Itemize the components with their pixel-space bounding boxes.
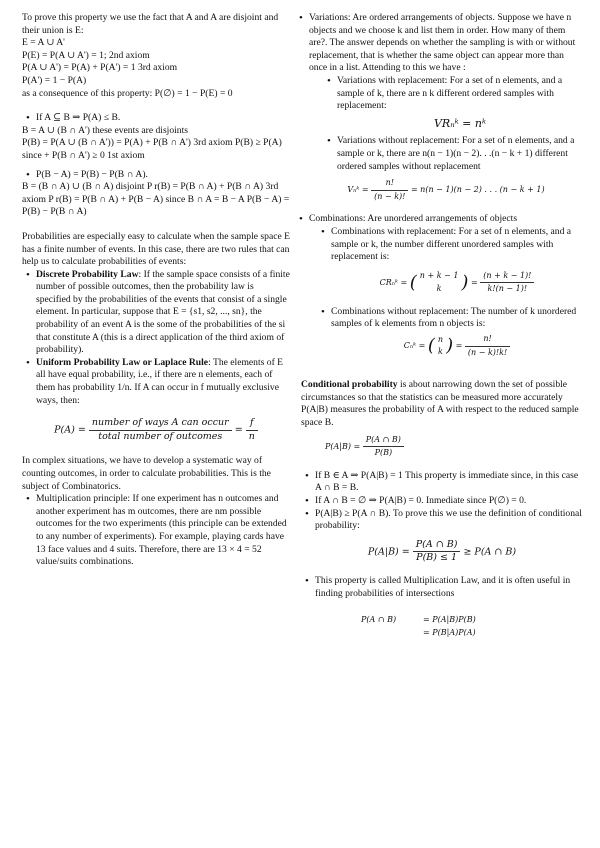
list-item: • If A ∩ B = ∅ ⇒ P(A|B) = 0. Inmediate since P(∅) = 0. — [315, 495, 583, 508]
denominator: (n − k)! — [374, 191, 406, 201]
formula-lhs: P(A|B) = — [325, 441, 361, 451]
list-item — [309, 213, 583, 359]
binomial-top: n + k − 1 — [419, 271, 459, 281]
variations-text: Variations: Are ordered arrangements of objects. Suppose we have n objects and we choose k and list them in order. How many of them are?. The answer depends on whether the sampling is with or without replacement, that is whether the same object can appear more than once in a list. Attending to this we have : — [309, 12, 576, 74]
intro-line: P(E) = P(A ∪ A') = 1; 2nd axiom — [22, 49, 150, 61]
laplace-formula: P(A) = $\frac{\text{number of ways A can occur}}{\text{total number of outcomes}}$ = $\frac{f}{n}$ — [22, 417, 290, 443]
fraction — [89, 417, 232, 443]
combinations-sublist — [309, 226, 583, 359]
fraction — [363, 434, 404, 460]
principle-list — [22, 493, 290, 569]
proof-line: P(B) = P(A ∪ (B ∩ A')) = P(A) + P(B ∩ A') 3rd axiom P(B) ≥ P(A) since + P(B ∩ A') ≥ 0 1st axiom — [22, 137, 282, 161]
rules-list — [22, 269, 290, 408]
formula-rhs: = P(A|B)P(B) — [423, 615, 476, 625]
formula-lhs: Vₙᵏ = — [347, 185, 369, 195]
numerator: number of ways A can occur — [89, 417, 232, 431]
list-item: • If A ⊆ B ⇒ P(A) ≤ B. — [36, 112, 290, 125]
term-text: : The elements of E all have equal probability, i.e., if there are n elements, each of them has probability 1/n. If A can occur in f mutually exclusive ways, then: — [36, 356, 284, 406]
term-bold: Discrete Probability Law — [36, 268, 139, 280]
binomial — [435, 334, 446, 359]
numerator: f — [246, 417, 258, 431]
binomial-bottom: k — [438, 347, 443, 357]
term-bold: Conditional probability — [301, 379, 398, 391]
intro-line: P(A ∪ A') = P(A) + P(A') = 1 3rd axiom — [22, 62, 178, 74]
intro-line: P(A') = 1 − P(A) — [22, 74, 87, 86]
intro-line: as a consequence of this property: P(∅) = 1 − P(E) = 0 — [22, 87, 233, 99]
fraction — [465, 333, 510, 359]
formula-lhs: P(A|B) = — [367, 546, 410, 558]
fraction — [413, 539, 461, 565]
property-list — [22, 112, 290, 125]
denominator: P(B) ≤ 1 — [416, 552, 458, 564]
intro-line: E = A ∪ A' — [22, 37, 65, 49]
formula-lhs: CRₙᵏ = — [379, 277, 408, 287]
arrangements-list — [301, 12, 583, 359]
proof-line: B = A ∪ (B ∩ A') these events are disjoints — [22, 124, 188, 136]
formula-rhs: = P(B|A)P(A) — [423, 627, 476, 637]
combinations-text: Combinations: Are unordered arrangements of objects — [309, 213, 518, 225]
comb-with-formula: CRₙᵏ = ( n + k − 1 k ) = $\frac{(n + k - 1)!}{k!(n - 1)!}$ — [331, 270, 583, 296]
denominator: total number of outcomes — [98, 430, 223, 442]
numerator: n! — [465, 333, 510, 347]
list-item: • P(B − A) = P(B) − P(B ∩ A). — [36, 169, 290, 182]
finite-intro: Probabilities are especially easy to calculate when the sample space E has a finite number of events. In this case, there are two rules that can help us to calculate probabilities of events: — [22, 230, 290, 268]
list-item — [36, 357, 290, 407]
multiplication-law-list — [301, 575, 583, 600]
right-column — [301, 12, 583, 639]
comb-with-text: Combinations with replacement: For a set of n elements, and a sample or k, the number different unordered samples with replacement is: — [331, 225, 572, 263]
denominator: n — [248, 430, 255, 442]
numerator: n! — [371, 177, 408, 191]
numerator: P(A ∩ B) — [363, 434, 404, 448]
binomial-bottom: k — [436, 283, 442, 293]
denominator: P(B) — [374, 448, 393, 458]
fraction — [480, 270, 534, 296]
term-bold: Uniform Probability Law or Laplace Rule — [36, 356, 209, 368]
var-with-text: Variations with replacement: For a set of n elements, and a sample of k, there are n k different ordered samples with replacement: — [337, 74, 563, 112]
conditional-formula — [325, 434, 583, 460]
binomial-top: n — [437, 334, 444, 344]
proof-line: B = (B ∩ A) ∪ (B ∩ A) disjoint P r(B) = P(B ∩ A) + P(B ∩ A) 3rd axiom P r(B) = P(B ∩ A) + P(B − A) since B ∩ A = B − A P(B − A) = P(B) − P(B ∩ A) — [22, 181, 290, 218]
numerator: (n + k − 1)! — [480, 270, 534, 284]
formula-row — [361, 614, 583, 627]
term-text: is about narrowing down the set of possible circumstances so that the statistics can be measured more accurately P(A|B) measures the probability of A with respect to the reduced sample space B. — [301, 379, 579, 429]
inequality-formula — [301, 539, 583, 565]
term-text: : If the sample space consists of a finite number of possible outcomes, then the probability law is specified by the probabilities of the events that consist of a single element. In particular, suppose that E = {s1, s2, ..., sn}, the probability of an event A is the some of the probabilities of the si that constitute A (this is a direct application of the third axiom of probability). — [36, 268, 290, 356]
variations-sublist — [309, 75, 583, 173]
list-item: • If B ∈ A ⇒ P(A|B) = 1 This property is immediate since, in this case A ∩ B = B. — [315, 470, 583, 495]
comb-without-text: Combinations without replacement: The number of k unordered samples of k elements from n objects is: — [331, 305, 577, 330]
fraction — [371, 177, 408, 203]
formula-rhs: = n(n − 1)(n − 2) . . . (n − k + 1) — [410, 185, 545, 195]
list-item — [337, 135, 583, 173]
combinatorics-intro: In complex situations, we have to develop a systematic way of counting outcomes, in order to calculate probabilities. This is the subject of Combinatorics. — [22, 455, 271, 492]
list-item — [331, 226, 583, 296]
list-item: • P(A|B) ≥ P(A ∩ B). To prove this we use the definition of conditional probability: — [315, 508, 583, 533]
denominator: (n − k)!k! — [467, 347, 508, 357]
binomial — [417, 270, 462, 295]
intro-line: To prove this property we use the fact that A and A are disjoint and their union is E: — [22, 12, 279, 36]
formula-row — [361, 627, 583, 640]
formula-lhs: P(A ∩ B) — [361, 615, 397, 625]
formula-rhs: ≥ P(A ∩ B) — [463, 546, 517, 558]
numerator: P(A ∩ B) — [413, 539, 461, 553]
multiplication-law-formula — [361, 614, 583, 639]
denominator: k!(n − 1)! — [487, 284, 528, 294]
list-item: • Multiplication principle: If one experiment has n outcomes and another experiment has m outcomes, there are nm possible outcomes for the two experiments (this principle can be extended to any number of experiments). For example, playing cards have 13 face values and 4 suits. Therefore, there are 13 × 4 = 52 value/suits combinations. — [36, 493, 290, 569]
list-item — [337, 75, 583, 130]
list-item — [36, 269, 290, 357]
fraction — [246, 417, 258, 443]
conditional-properties-list — [301, 470, 583, 533]
formula-lhs: P(A) = — [54, 424, 86, 436]
list-item — [309, 12, 583, 203]
left-column — [22, 12, 290, 569]
list-item — [331, 306, 583, 359]
list-item: • This property is called Multiplication Law, and it is often useful in finding probabilities of intersections — [315, 575, 583, 600]
property-list — [22, 169, 290, 182]
var-without-formula — [309, 177, 583, 203]
var-with-formula: VRₙᵏ = nᵏ — [433, 116, 486, 130]
var-without-text: Variations without replacement: For a set of n elements, and a sample or k, there are n(n − 1)(n − 2). . .(n − k + 1) different ordered samples without replacement — [337, 135, 575, 172]
comb-without-formula: Cₙᵏ = ( n k ) = $\frac{n!}{(n - k)!k!}$ — [331, 333, 583, 359]
conditional-intro — [301, 379, 583, 429]
formula-lhs: Cₙᵏ = — [403, 341, 426, 351]
